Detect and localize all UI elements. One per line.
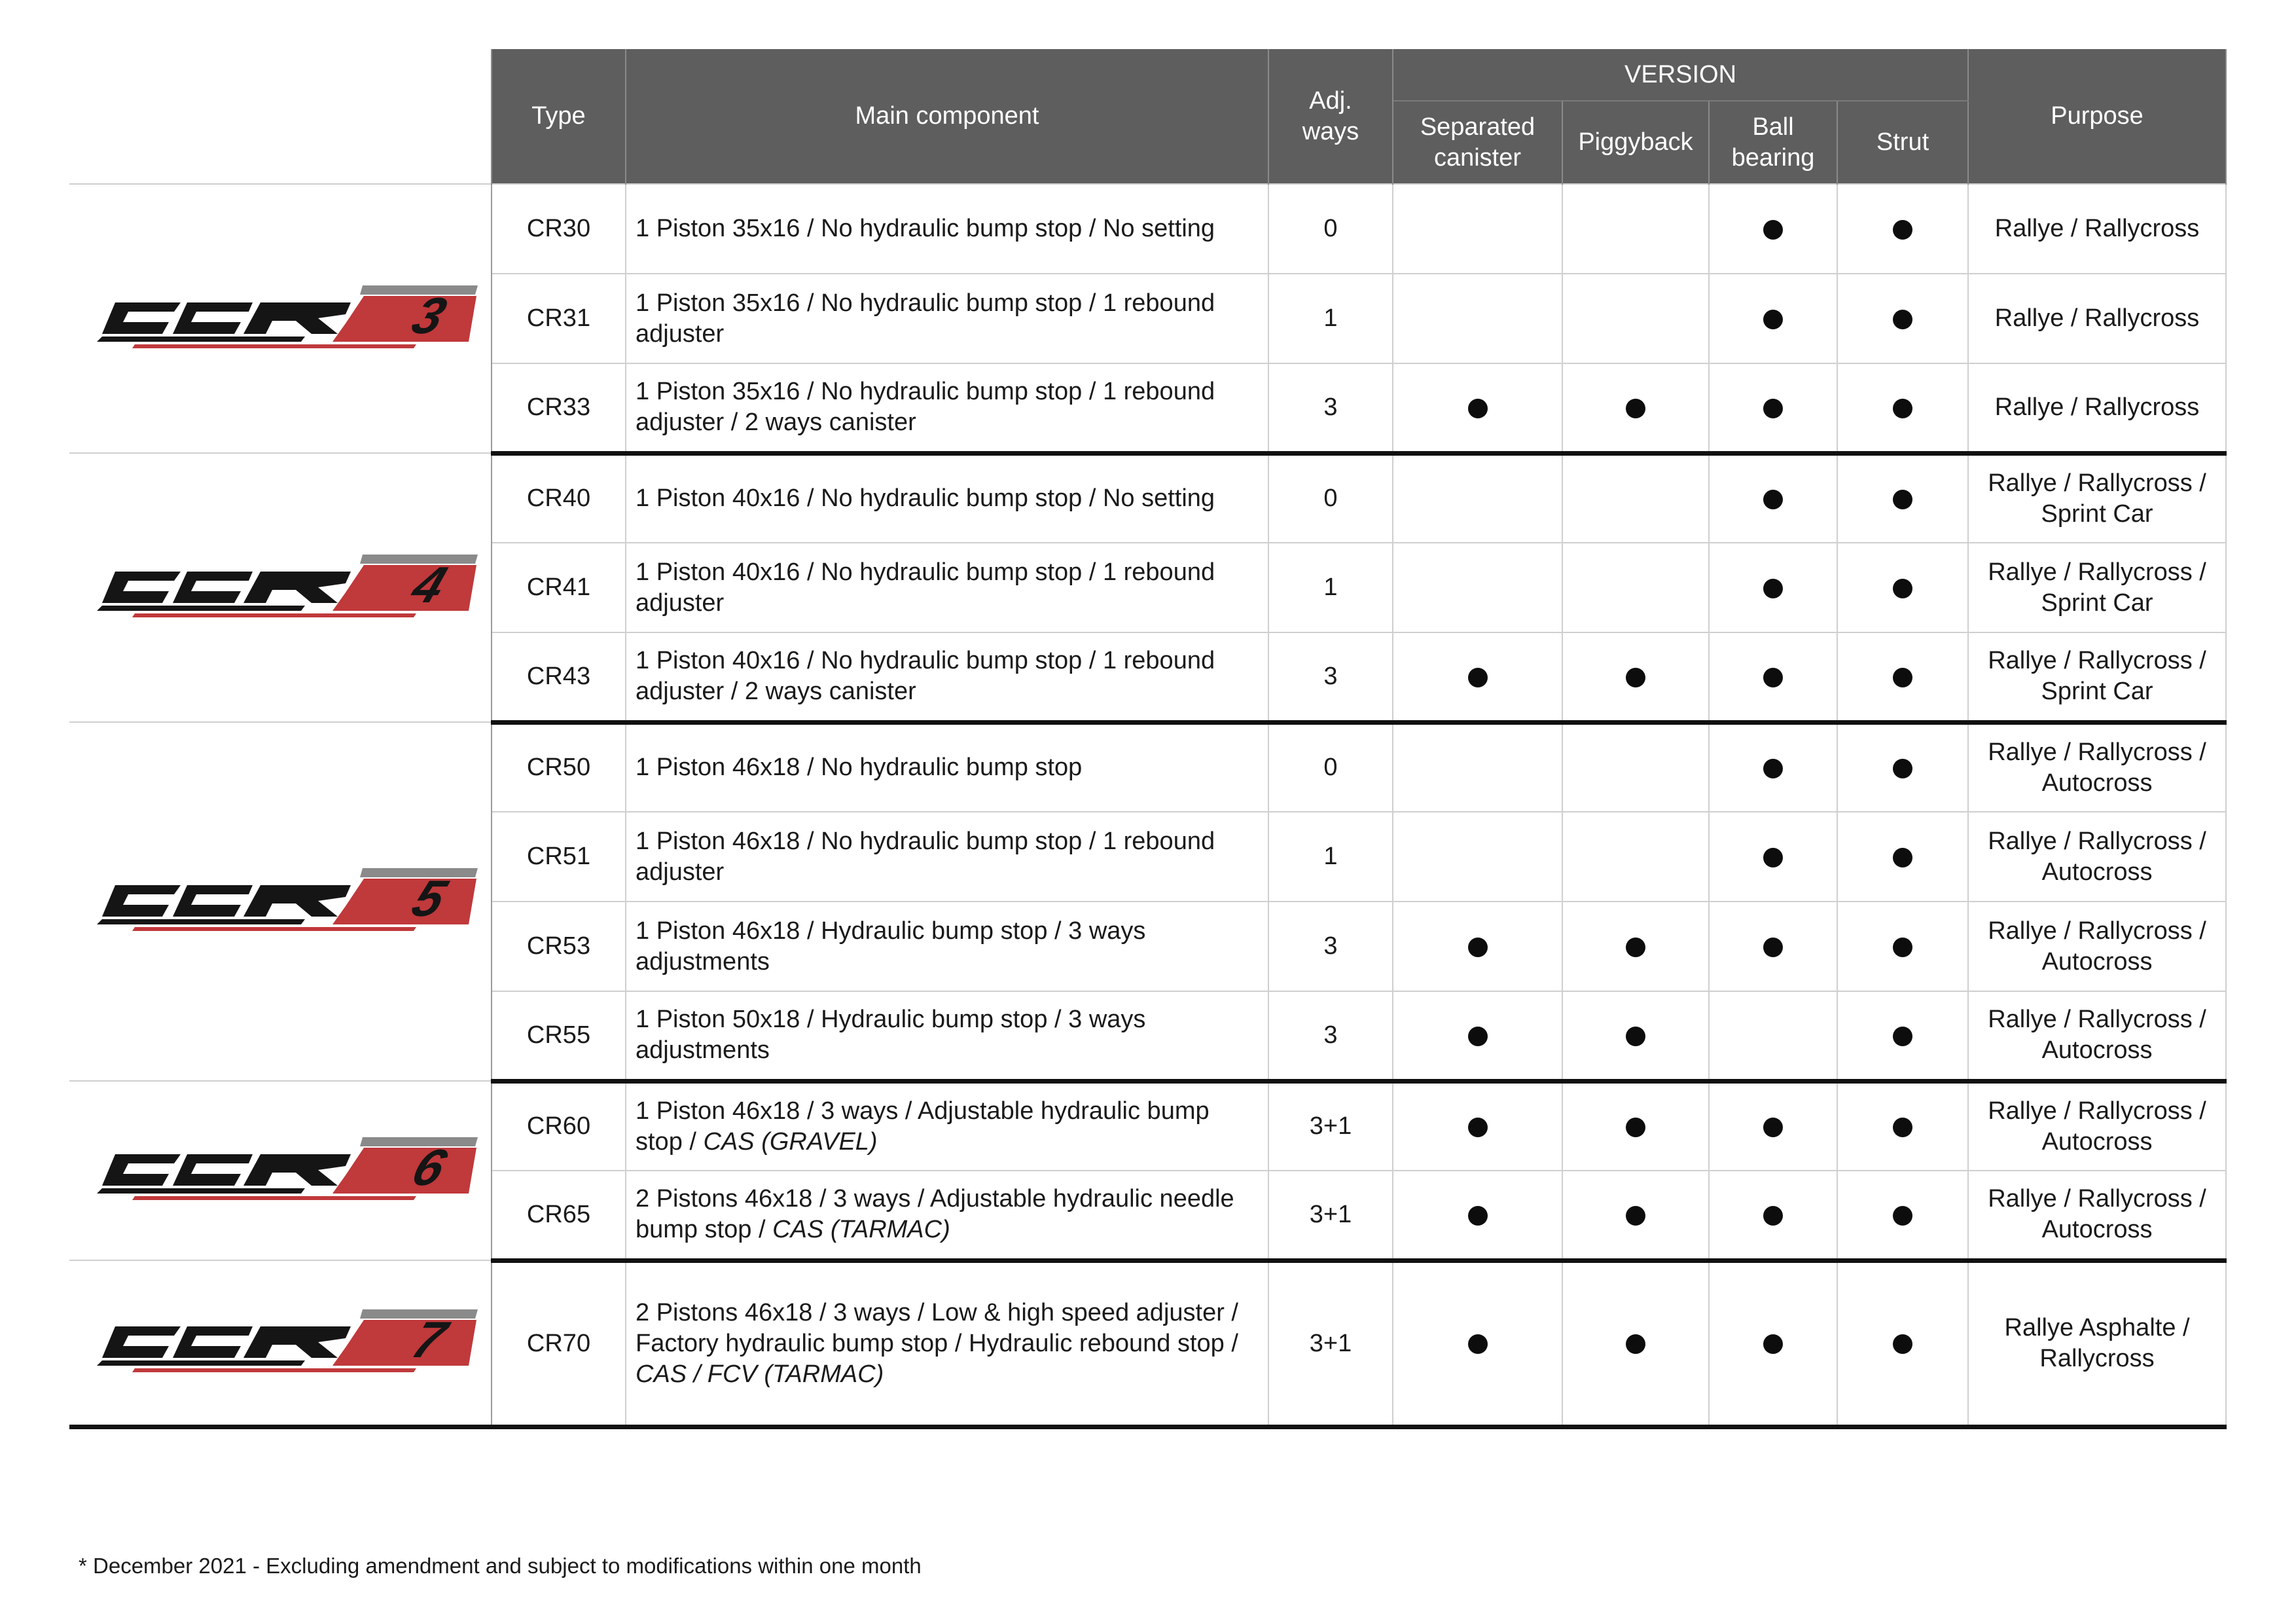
piggyback-cell <box>1562 184 1709 274</box>
adj-ways-cell: 1 <box>1268 274 1393 363</box>
strut-dot-icon <box>1893 399 1912 418</box>
strut-cell <box>1837 184 1968 274</box>
separated-canister-dot-icon <box>1468 399 1488 418</box>
strut-cell <box>1837 1171 1968 1260</box>
type-cell: CR70 <box>492 1260 626 1427</box>
ball-bearing-dot-icon <box>1763 938 1783 957</box>
piggyback-dot-icon <box>1626 1334 1645 1354</box>
separated-canister-cell <box>1393 1260 1562 1427</box>
type-cell: CR40 <box>492 453 626 543</box>
main-component-cell: 1 Piston 40x16 / No hydraulic bump stop / No setting <box>626 453 1268 543</box>
strut-dot-icon <box>1893 848 1912 867</box>
strut-dot-icon <box>1893 1334 1912 1354</box>
adj-ways-cell: 1 <box>1268 543 1393 632</box>
main-component-cell: 1 Piston 35x16 / No hydraulic bump stop / 1 rebound adjuster / 2 ways canister <box>626 363 1268 453</box>
strut-dot-icon <box>1893 579 1912 598</box>
table-row <box>69 722 2226 812</box>
type-cell: CR55 <box>492 991 626 1081</box>
purpose-cell: Rallye / Rallycross / Autocross <box>1968 722 2226 812</box>
group-logo-cell <box>69 184 492 453</box>
separated-canister-dot-icon <box>1468 1027 1488 1046</box>
purpose-cell: Rallye / Rallycross / Sprint Car <box>1968 543 2226 632</box>
purpose-cell: Rallye / Rallycross / Autocross <box>1968 991 2226 1081</box>
ball-bearing-cell <box>1709 1081 1837 1171</box>
piggyback-cell <box>1562 453 1709 543</box>
main-component-cell: 1 Piston 35x16 / No hydraulic bump stop / No setting <box>626 184 1268 274</box>
separated-canister-cell <box>1393 812 1562 902</box>
type-cell: CR51 <box>492 812 626 902</box>
ball-bearing-dot-icon <box>1763 1334 1783 1354</box>
strut-dot-icon <box>1893 759 1912 778</box>
piggyback-cell <box>1562 632 1709 722</box>
separated-canister-cell <box>1393 453 1562 543</box>
adj-ways-cell: 1 <box>1268 812 1393 902</box>
cr-logo-number: 4 <box>404 555 454 613</box>
ball-bearing-cell <box>1709 543 1837 632</box>
purpose-cell: Rallye / Rallycross / Autocross <box>1968 812 2226 902</box>
group-logo-cell <box>69 722 492 1081</box>
piggyback-dot-icon <box>1626 668 1645 687</box>
main-component-italic: CAS (TARMAC) <box>772 1216 950 1244</box>
strut-cell <box>1837 632 1968 722</box>
strut-dot-icon <box>1893 220 1912 240</box>
separated-canister-dot-icon <box>1468 1118 1488 1137</box>
main-component-cell: 1 Piston 50x18 / Hydraulic bump stop / 3 ways adjustments <box>626 991 1268 1081</box>
main-component-cell <box>626 1260 1268 1427</box>
strut-cell <box>1837 1081 1968 1171</box>
purpose-cell: Rallye / Rallycross / Autocross <box>1968 1171 2226 1260</box>
piggyback-cell <box>1562 1171 1709 1260</box>
separated-canister-cell <box>1393 274 1562 363</box>
type-cell: CR65 <box>492 1171 626 1260</box>
ball-bearing-cell <box>1709 902 1837 991</box>
cr-logo-number: 6 <box>404 1139 454 1196</box>
main-component-text: 1 Piston 46x18 / 3 ways / Adjustable hydraulic bump stop / <box>636 1097 1210 1156</box>
ball-bearing-dot-icon <box>1763 579 1783 598</box>
main-component-cell: 1 Piston 40x16 / No hydraulic bump stop / 1 rebound adjuster / 2 ways canister <box>626 632 1268 722</box>
ball-bearing-cell <box>1709 1171 1837 1260</box>
type-cell: CR41 <box>492 543 626 632</box>
table-row <box>69 1081 2226 1171</box>
type-cell: CR33 <box>492 363 626 453</box>
main-component-cell <box>626 1081 1268 1171</box>
adj-ways-cell: 3 <box>1268 632 1393 722</box>
header-piggyback: Piggyback <box>1562 101 1709 184</box>
adj-ways-cell: 3 <box>1268 902 1393 991</box>
strut-cell <box>1837 902 1968 991</box>
adj-ways-cell: 3+1 <box>1268 1260 1393 1427</box>
cr-logo <box>89 545 482 630</box>
purpose-cell: Rallye / Rallycross <box>1968 184 2226 274</box>
strut-cell <box>1837 812 1968 902</box>
ball-bearing-cell <box>1709 991 1837 1081</box>
header-ball-bearing: Ball bearing <box>1709 101 1837 184</box>
group-logo-cell <box>69 453 492 722</box>
type-cell: CR31 <box>492 274 626 363</box>
strut-dot-icon <box>1893 668 1912 687</box>
separated-canister-cell <box>1393 902 1562 991</box>
main-component-cell: 1 Piston 46x18 / Hydraulic bump stop / 3 ways adjustments <box>626 902 1268 991</box>
strut-cell <box>1837 274 1968 363</box>
type-cell: CR53 <box>492 902 626 991</box>
ball-bearing-dot-icon <box>1763 490 1783 509</box>
strut-dot-icon <box>1893 1118 1912 1137</box>
adj-ways-cell: 3 <box>1268 363 1393 453</box>
piggyback-cell <box>1562 991 1709 1081</box>
piggyback-dot-icon <box>1626 399 1645 418</box>
ball-bearing-dot-icon <box>1763 310 1783 329</box>
header-adj-ways: Adj. ways <box>1268 49 1393 184</box>
purpose-cell: Rallye / Rallycross <box>1968 274 2226 363</box>
piggyback-cell <box>1562 543 1709 632</box>
ball-bearing-cell <box>1709 1260 1837 1427</box>
cr-logo-number: 3 <box>404 286 454 344</box>
group-logo-cell <box>69 1260 492 1427</box>
strut-dot-icon <box>1893 938 1912 957</box>
main-component-text: 2 Pistons 46x18 / 3 ways / Low & high speed adjuster / Factory hydraulic bump stop / Hydraulic rebound stop / <box>636 1298 1238 1357</box>
ball-bearing-cell <box>1709 453 1837 543</box>
ball-bearing-dot-icon <box>1763 1206 1783 1226</box>
strut-cell <box>1837 722 1968 812</box>
piggyback-dot-icon <box>1626 938 1645 957</box>
separated-canister-dot-icon <box>1468 1206 1488 1226</box>
strut-cell <box>1837 453 1968 543</box>
strut-cell <box>1837 1260 1968 1427</box>
strut-cell <box>1837 363 1968 453</box>
group-logo-cell <box>69 1081 492 1260</box>
piggyback-cell <box>1562 722 1709 812</box>
main-component-italic: CAS (GRAVEL) <box>703 1127 878 1156</box>
ball-bearing-dot-icon <box>1763 220 1783 240</box>
cr-logo <box>89 1300 482 1385</box>
strut-cell <box>1837 991 1968 1081</box>
piggyback-cell <box>1562 274 1709 363</box>
main-component-cell <box>626 1171 1268 1260</box>
adj-ways-cell: 0 <box>1268 722 1393 812</box>
cr-logo <box>89 859 482 944</box>
ball-bearing-cell <box>1709 722 1837 812</box>
separated-canister-cell <box>1393 1081 1562 1171</box>
purpose-cell: Rallye Asphalte / Rallycross <box>1968 1260 2226 1427</box>
cr-logo-number: 5 <box>404 869 454 927</box>
ball-bearing-cell <box>1709 274 1837 363</box>
header-purpose: Purpose <box>1968 49 2226 184</box>
cr-logo-number: 7 <box>404 1310 454 1368</box>
separated-canister-dot-icon <box>1468 668 1488 687</box>
piggyback-dot-icon <box>1626 1118 1645 1137</box>
separated-canister-dot-icon <box>1468 938 1488 957</box>
main-component-cell: 1 Piston 35x16 / No hydraulic bump stop / 1 rebound adjuster <box>626 274 1268 363</box>
ball-bearing-dot-icon <box>1763 848 1783 867</box>
piggyback-cell <box>1562 902 1709 991</box>
purpose-cell: Rallye / Rallycross / Sprint Car <box>1968 632 2226 722</box>
ball-bearing-cell <box>1709 363 1837 453</box>
table-body <box>69 184 2226 1427</box>
separated-canister-cell <box>1393 184 1562 274</box>
type-cell: CR30 <box>492 184 626 274</box>
header-main-component: Main component <box>626 49 1268 184</box>
type-cell: CR50 <box>492 722 626 812</box>
piggyback-dot-icon <box>1626 1206 1645 1226</box>
adj-ways-cell: 3+1 <box>1268 1081 1393 1171</box>
strut-dot-icon <box>1893 1027 1912 1046</box>
adj-ways-cell: 0 <box>1268 453 1393 543</box>
header-version: VERSION <box>1393 49 1968 101</box>
cr-logo <box>89 276 482 361</box>
header-blank-corner <box>69 49 492 184</box>
piggyback-cell <box>1562 1081 1709 1171</box>
piggyback-dot-icon <box>1626 1027 1645 1046</box>
table-row <box>69 184 2226 274</box>
separated-canister-cell <box>1393 632 1562 722</box>
separated-canister-cell <box>1393 543 1562 632</box>
table-row <box>69 453 2226 543</box>
piggyback-cell <box>1562 1260 1709 1427</box>
ball-bearing-dot-icon <box>1763 759 1783 778</box>
strut-dot-icon <box>1893 1206 1912 1226</box>
strut-cell <box>1837 543 1968 632</box>
separated-canister-cell <box>1393 363 1562 453</box>
strut-dot-icon <box>1893 490 1912 509</box>
ball-bearing-cell <box>1709 812 1837 902</box>
table-row <box>69 1260 2226 1427</box>
main-component-cell: 1 Piston 46x18 / No hydraulic bump stop <box>626 722 1268 812</box>
purpose-cell: Rallye / Rallycross <box>1968 363 2226 453</box>
ball-bearing-dot-icon <box>1763 399 1783 418</box>
separated-canister-cell <box>1393 991 1562 1081</box>
main-component-cell: 1 Piston 40x16 / No hydraulic bump stop / 1 rebound adjuster <box>626 543 1268 632</box>
purpose-cell: Rallye / Rallycross / Sprint Car <box>1968 453 2226 543</box>
ball-bearing-cell <box>1709 632 1837 722</box>
adj-ways-cell: 3 <box>1268 991 1393 1081</box>
piggyback-cell <box>1562 812 1709 902</box>
ball-bearing-cell <box>1709 184 1837 274</box>
purpose-cell: Rallye / Rallycross / Autocross <box>1968 1081 2226 1171</box>
header-strut: Strut <box>1837 101 1968 184</box>
separated-canister-dot-icon <box>1468 1334 1488 1354</box>
header-type: Type <box>492 49 626 184</box>
piggyback-cell <box>1562 363 1709 453</box>
footnote: * December 2021 - Excluding amendment and subject to modifications within one month <box>79 1554 922 1578</box>
adj-ways-cell: 0 <box>1268 184 1393 274</box>
separated-canister-cell <box>1393 1171 1562 1260</box>
type-cell: CR43 <box>492 632 626 722</box>
shock-absorber-table <box>69 49 2227 1429</box>
main-component-cell: 1 Piston 46x18 / No hydraulic bump stop / 1 rebound adjuster <box>626 812 1268 902</box>
header-separated-canister: Separated canister <box>1393 101 1562 184</box>
adj-ways-cell: 3+1 <box>1268 1171 1393 1260</box>
main-component-italic: CAS / FCV (TARMAC) <box>636 1360 884 1388</box>
strut-dot-icon <box>1893 310 1912 329</box>
purpose-cell: Rallye / Rallycross / Autocross <box>1968 902 2226 991</box>
ball-bearing-dot-icon <box>1763 1118 1783 1137</box>
cr-logo <box>89 1128 482 1213</box>
separated-canister-cell <box>1393 722 1562 812</box>
main-component-text: 2 Pistons 46x18 / 3 ways / Adjustable hydraulic needle bump stop / <box>636 1185 1234 1244</box>
type-cell: CR60 <box>492 1081 626 1171</box>
ball-bearing-dot-icon <box>1763 668 1783 687</box>
